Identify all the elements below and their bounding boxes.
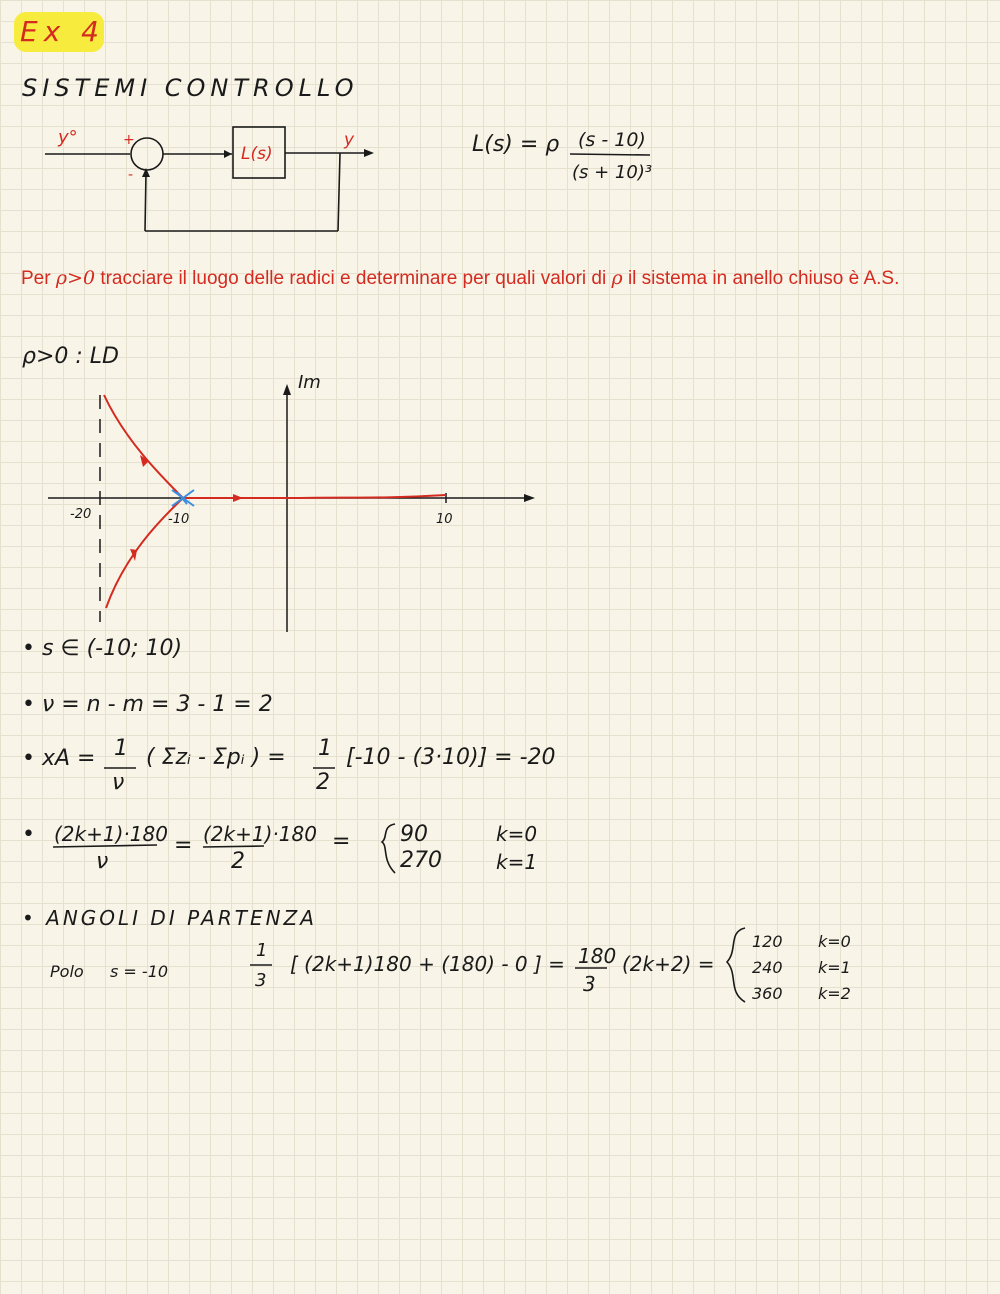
angle-frac-den: ν <box>96 849 109 874</box>
angle-frac-num: (2k+1)·180 <box>54 822 168 846</box>
brace-k2 <box>382 824 395 873</box>
plus-sign: + <box>123 132 135 148</box>
pole-label: Polo <box>50 962 84 981</box>
prompt-rho-condition: ρ>0 <box>55 267 96 289</box>
angle-value-90: 90 <box>400 822 428 847</box>
step-nu: • ν = n - m = 3 - 1 = 2 <box>22 692 273 717</box>
transfer-numerator: (s - 10) <box>578 129 646 151</box>
block-label: L(s) <box>241 144 273 164</box>
departure-k1: k=1 <box>818 958 851 977</box>
half-num: 1 <box>318 736 332 761</box>
centroid-frac-den: ν <box>112 770 125 795</box>
departure-expression: [ (2k+1)180 + (180) - 0 ] = <box>290 952 565 976</box>
locus-heading: ρ>0 : LD <box>22 344 119 369</box>
prompt-rho: ρ <box>611 267 623 289</box>
minus-sign: - <box>128 167 134 183</box>
transfer-lhs: L(s) = ρ <box>472 132 560 157</box>
angle-k1: k=1 <box>496 850 538 874</box>
departure-tail: (2k+2) = <box>622 952 715 976</box>
step-centroid-lhs: • xA = <box>22 746 96 771</box>
prompt-text-2: tracciare il luogo delle radici e determinare per quali valori di <box>100 268 607 289</box>
half-den: 2 <box>316 770 330 795</box>
angle-eq-1: = <box>174 833 193 858</box>
angle-k0: k=0 <box>496 822 538 846</box>
prompt-text-3: il sistema in anello chiuso è A.S. <box>627 268 900 289</box>
output-label: y <box>344 130 355 150</box>
subject-heading: SISTEMI CONTROLLO <box>22 74 359 102</box>
departure-value-240: 240 <box>752 958 783 977</box>
departure-k2: k=2 <box>818 984 851 1003</box>
departure-frac-num: 180 <box>578 944 617 968</box>
tick-label-neg20: -20 <box>70 507 92 522</box>
tick-label-10: 10 <box>436 512 453 527</box>
centroid-result: [-10 - (3·10)] = -20 <box>346 745 556 770</box>
angle-eq-2: = <box>332 829 351 854</box>
step-range: • s ∈ (-10; 10) <box>22 636 183 661</box>
bullet-angle: • <box>22 822 35 847</box>
pole-value: s = -10 <box>110 962 169 981</box>
departure-heading: • ANGOLI DI PARTENZA <box>22 906 317 930</box>
centroid-sum-expr: ( Σzᵢ - Σpᵢ ) = <box>146 745 286 770</box>
departure-frac-den: 3 <box>583 972 596 996</box>
tick-label-neg10: -10 <box>168 512 190 527</box>
im-axis-label: Im <box>298 372 321 393</box>
departure-value-360: 360 <box>752 984 783 1003</box>
centroid-frac-num: 1 <box>114 736 128 761</box>
prompt-text-1: Per <box>21 268 51 289</box>
angle-value-270: 270 <box>400 848 442 873</box>
input-label: y° <box>58 127 78 148</box>
exercise-title: Ex 4 <box>20 15 105 48</box>
transfer-denominator: (s + 10)³ <box>572 162 653 183</box>
brace-k3 <box>727 928 745 1002</box>
departure-third-den: 3 <box>255 970 267 991</box>
angle-frac2-num: (2k+1)·180 <box>203 822 317 846</box>
departure-k0: k=0 <box>818 932 851 951</box>
departure-third-num: 1 <box>256 940 268 961</box>
departure-value-120: 120 <box>752 932 783 951</box>
angle-frac2-den: 2 <box>231 849 245 874</box>
